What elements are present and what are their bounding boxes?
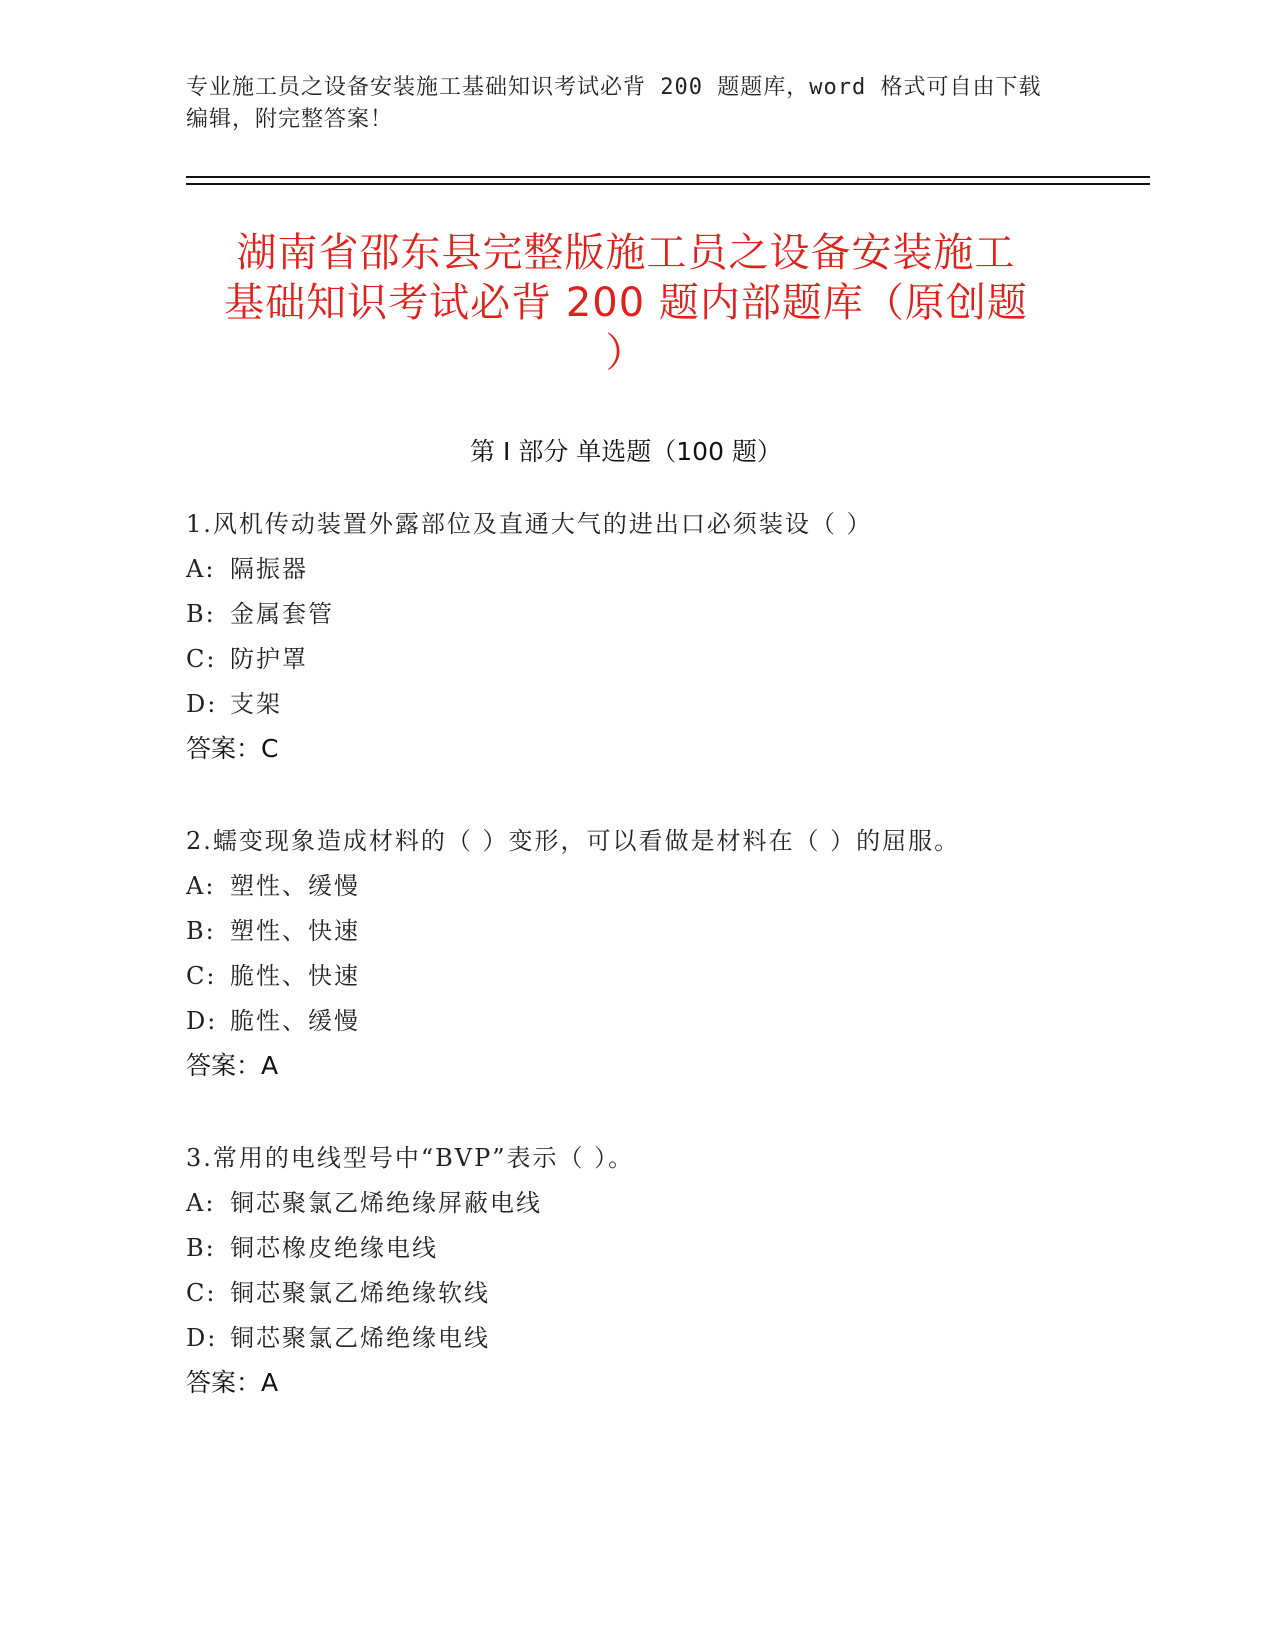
header-divider-top [186, 176, 1150, 178]
option-d [186, 688, 1126, 733]
question-block [186, 825, 1126, 1095]
option-a [186, 553, 1126, 598]
option-text: 塑性、快速 [230, 917, 360, 945]
option-text: 塑性、缓慢 [230, 872, 360, 900]
option-a [186, 1187, 1126, 1232]
option-a [186, 870, 1126, 915]
document-header-note [186, 72, 1066, 136]
option-key: C: [186, 1279, 217, 1307]
question-stem: 1.风机传动装置外露部位及直通大气的进出口必须装设（ ） [186, 510, 873, 538]
option-c [186, 960, 1126, 1005]
option-key: D: [186, 1007, 218, 1035]
option-c [186, 1277, 1126, 1322]
option-key: A: [186, 1189, 216, 1217]
option-text: 支架 [230, 690, 282, 718]
option-b [186, 915, 1126, 960]
option-key: C: [186, 645, 217, 673]
option-text: 铜芯聚氯乙烯绝缘电线 [230, 1324, 490, 1352]
header-note-line-1: 专业施工员之设备安装施工基础知识考试必背 200 题题库，word 格式可自由下载 [186, 75, 1042, 100]
option-key: D: [186, 690, 218, 718]
question-stem: 3.常用的电线型号中“BVP”表示（ ）。 [186, 1144, 635, 1172]
option-key: B: [186, 1234, 216, 1262]
option-text: 铜芯聚氯乙烯绝缘软线 [230, 1279, 490, 1307]
option-key: B: [186, 917, 216, 945]
option-key: B: [186, 600, 216, 628]
title-line-3: ） [605, 330, 647, 376]
option-d [186, 1322, 1126, 1367]
title-line-1: 湖南省邵东县完整版施工员之设备安装施工 [236, 230, 1016, 276]
question-block [186, 508, 1126, 778]
option-key: C: [186, 962, 217, 990]
document-title [186, 228, 1066, 378]
option-d [186, 1005, 1126, 1050]
section-heading: 第 I 部分 单选题（100 题） [470, 437, 782, 466]
option-text: 脆性、快速 [230, 962, 360, 990]
option-key: A: [186, 555, 216, 583]
option-text: 防护罩 [230, 645, 308, 673]
option-text: 脆性、缓慢 [230, 1007, 360, 1035]
title-line-2: 基础知识考试必背 200 题内部题库（原创题 [224, 280, 1028, 326]
option-b [186, 598, 1126, 643]
answer-line: 答案：A [186, 1051, 279, 1080]
answer-line: 答案：C [186, 734, 279, 763]
header-note-line-2: 编辑，附完整答案！ [186, 107, 394, 132]
question-stem: 2.蠕变现象造成材料的（ ）变形，可以看做是材料在（ ）的屈服。 [186, 827, 961, 855]
option-text: 铜芯橡皮绝缘电线 [230, 1234, 438, 1262]
option-text: 隔振器 [230, 555, 308, 583]
option-text: 金属套管 [230, 600, 334, 628]
option-b [186, 1232, 1126, 1277]
answer-line: 答案：A [186, 1368, 279, 1397]
option-text: 铜芯聚氯乙烯绝缘屏蔽电线 [230, 1189, 542, 1217]
option-key: D: [186, 1324, 218, 1352]
option-key: A: [186, 872, 216, 900]
option-c [186, 643, 1126, 688]
header-divider-bottom [186, 183, 1150, 185]
question-block [186, 1142, 1126, 1412]
